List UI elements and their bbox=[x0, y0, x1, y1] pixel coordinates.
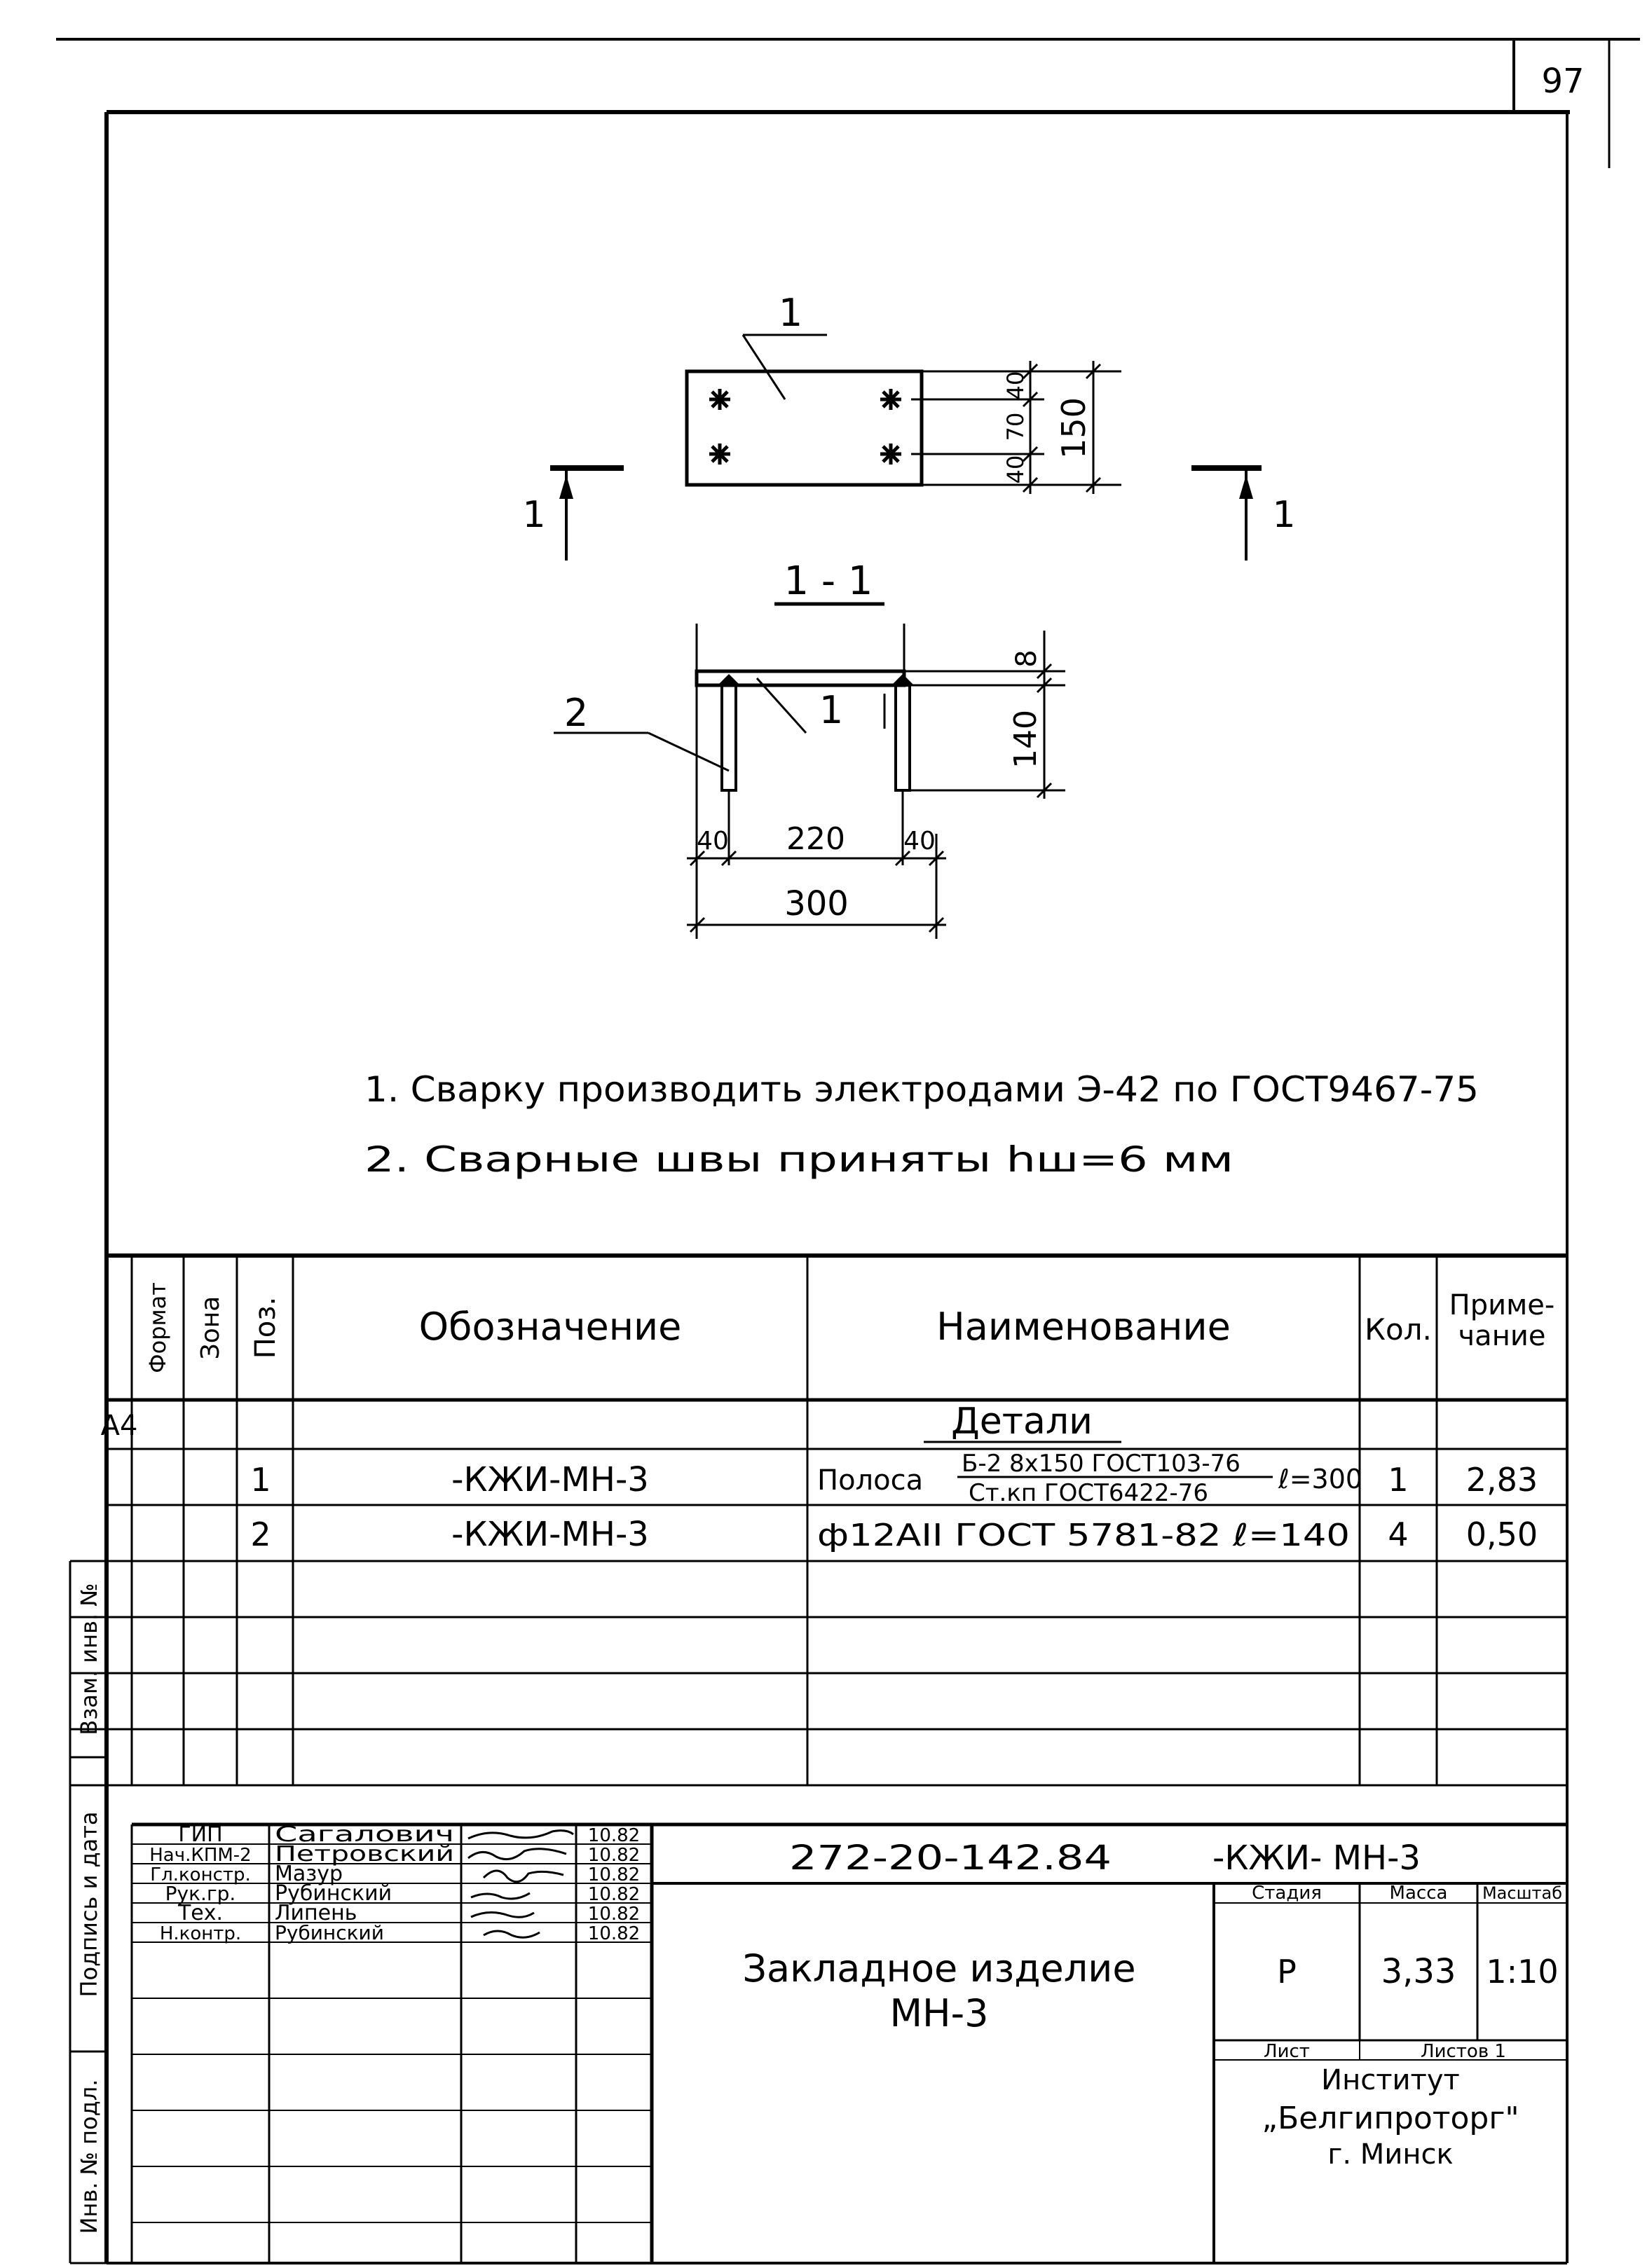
svg-text:Мазур: Мазур bbox=[275, 1862, 343, 1886]
section-pos2-label: 2 bbox=[563, 691, 589, 735]
dim-220: 220 bbox=[786, 821, 845, 857]
note-2: 2. Сварные швы приняты hш=6 мм bbox=[364, 1139, 1233, 1180]
svg-text:ГИП: ГИП bbox=[178, 1822, 223, 1847]
svg-text:4: 4 bbox=[1388, 1516, 1409, 1553]
document-mark: -КЖИ- МН-3 bbox=[1212, 1839, 1421, 1878]
section-view bbox=[554, 558, 1065, 939]
drawing-title-line1: Закладное изделие bbox=[742, 1946, 1136, 1991]
stage-label: Стадия bbox=[1252, 1883, 1322, 1904]
header-quantity: Кол. bbox=[1365, 1312, 1432, 1347]
dim-40-right: 40 bbox=[903, 827, 936, 855]
svg-text:Нач.КПМ-2: Нач.КПМ-2 bbox=[149, 1845, 252, 1866]
section-heading-details: Детали bbox=[951, 1401, 1093, 1443]
svg-text:Рубинский: Рубинский bbox=[275, 1881, 392, 1906]
header-name: Наименование bbox=[936, 1305, 1231, 1349]
svg-text:ф12АII ГОСТ 5781-82 ℓ=140: ф12АII ГОСТ 5781-82 ℓ=140 bbox=[817, 1518, 1350, 1553]
dim-300: 300 bbox=[784, 884, 849, 923]
svg-text:-КЖИ-МН-3: -КЖИ-МН-3 bbox=[451, 1460, 649, 1499]
mass-label: Масса bbox=[1389, 1883, 1448, 1904]
row1-name-numerator: Б-2 8х150 ГОСТ103-76 bbox=[962, 1450, 1241, 1478]
dim-150: 150 bbox=[1055, 397, 1093, 459]
svg-text:2: 2 bbox=[250, 1516, 271, 1553]
section-mark-left bbox=[522, 468, 624, 561]
format-value: А4 bbox=[100, 1410, 138, 1442]
dim-8: 8 bbox=[1011, 650, 1043, 668]
organization-line1: Институт bbox=[1321, 2064, 1460, 2096]
header-note: Приме-чание bbox=[1449, 1289, 1555, 1352]
stage-value: Р bbox=[1277, 1953, 1297, 1991]
svg-text:Сагалович: Сагалович bbox=[275, 1822, 454, 1847]
section-pos1-label: 1 bbox=[819, 688, 844, 732]
dim-40-bottom: 40 bbox=[1002, 455, 1029, 484]
signature-row bbox=[149, 1842, 640, 1867]
stamp-inventory-original: Инв. № подл. bbox=[76, 2079, 102, 2234]
svg-text:1: 1 bbox=[1388, 1461, 1409, 1499]
row1-name-denominator: Ст.кп ГОСТ6422-76 bbox=[969, 1479, 1208, 1507]
svg-text:10.82: 10.82 bbox=[587, 1904, 641, 1925]
svg-text:Петровский: Петровский bbox=[275, 1842, 454, 1867]
svg-text:Рубинский: Рубинский bbox=[275, 1921, 384, 1944]
weld-mark bbox=[880, 389, 901, 410]
header-designation: Обозначение bbox=[418, 1305, 682, 1349]
scale-label: Масштаб bbox=[1482, 1883, 1563, 1903]
dim-70: 70 bbox=[1002, 412, 1029, 441]
plan-position-label: 1 bbox=[778, 291, 803, 335]
weld-mark bbox=[709, 444, 730, 465]
mass-value: 3,33 bbox=[1381, 1952, 1456, 1991]
signature-row bbox=[160, 1921, 640, 1944]
organization-line2: „Белгипроторг" bbox=[1262, 2101, 1519, 2136]
svg-text:-КЖИ-МН-3: -КЖИ-МН-3 bbox=[451, 1515, 649, 1554]
svg-text:1: 1 bbox=[250, 1461, 271, 1499]
table-row bbox=[250, 1450, 1538, 1507]
svg-text:Рук.гр.: Рук.гр. bbox=[165, 1882, 236, 1905]
svg-text:Гл.констр.: Гл.констр. bbox=[150, 1864, 251, 1885]
header-position: Поз. bbox=[250, 1296, 282, 1359]
plan-view bbox=[522, 291, 1295, 561]
row1-name-suffix: ℓ=300 bbox=[1278, 1464, 1363, 1494]
dim-140: 140 bbox=[1008, 710, 1044, 769]
organization-line3: г. Минск bbox=[1327, 2138, 1454, 2171]
signature-row bbox=[177, 1901, 640, 1925]
stamp-signature-date: Подпись и дата bbox=[76, 1811, 102, 1998]
scale-value: 1:10 bbox=[1486, 1953, 1559, 1991]
header-format: Формат bbox=[144, 1282, 171, 1373]
svg-text:10.82: 10.82 bbox=[587, 1884, 641, 1905]
svg-text:Тех.: Тех. bbox=[177, 1901, 224, 1925]
table-row bbox=[250, 1515, 1538, 1554]
note-1: 1. Сварку производить электродами Э-42 по ГОСТ9467-75 bbox=[364, 1069, 1479, 1110]
svg-text:1: 1 bbox=[1272, 494, 1296, 536]
stamp-inventory-substitute: Взам. инв. № bbox=[76, 1583, 102, 1736]
svg-text:10.82: 10.82 bbox=[587, 1923, 641, 1944]
page-number: 97 bbox=[1541, 62, 1585, 101]
row1-name-prefix: Полоса bbox=[817, 1464, 924, 1497]
sheets-label: Листов 1 bbox=[1421, 2041, 1506, 2062]
svg-text:Липень: Липень bbox=[275, 1901, 357, 1925]
weld-mark bbox=[709, 389, 730, 410]
dim-40-left: 40 bbox=[697, 827, 729, 855]
document-code: 272-20-142.84 bbox=[789, 1839, 1112, 1878]
svg-text:1: 1 bbox=[522, 494, 546, 536]
sheet-label: Лист bbox=[1264, 2041, 1310, 2062]
drawing-title-line2: МН-3 bbox=[889, 1991, 989, 2035]
weld-mark bbox=[880, 444, 901, 465]
svg-text:0,50: 0,50 bbox=[1465, 1516, 1538, 1553]
section-mark-right bbox=[1191, 468, 1296, 561]
svg-text:10.82: 10.82 bbox=[587, 1864, 641, 1885]
svg-text:10.82: 10.82 bbox=[587, 1825, 641, 1846]
header-zone: Зона bbox=[196, 1295, 225, 1360]
svg-text:Н.контр.: Н.контр. bbox=[159, 1923, 242, 1944]
svg-text:2,83: 2,83 bbox=[1465, 1461, 1538, 1499]
dim-40-top: 40 bbox=[1002, 371, 1029, 400]
section-title: 1 - 1 bbox=[784, 558, 873, 604]
svg-text:10.82: 10.82 bbox=[587, 1845, 641, 1866]
